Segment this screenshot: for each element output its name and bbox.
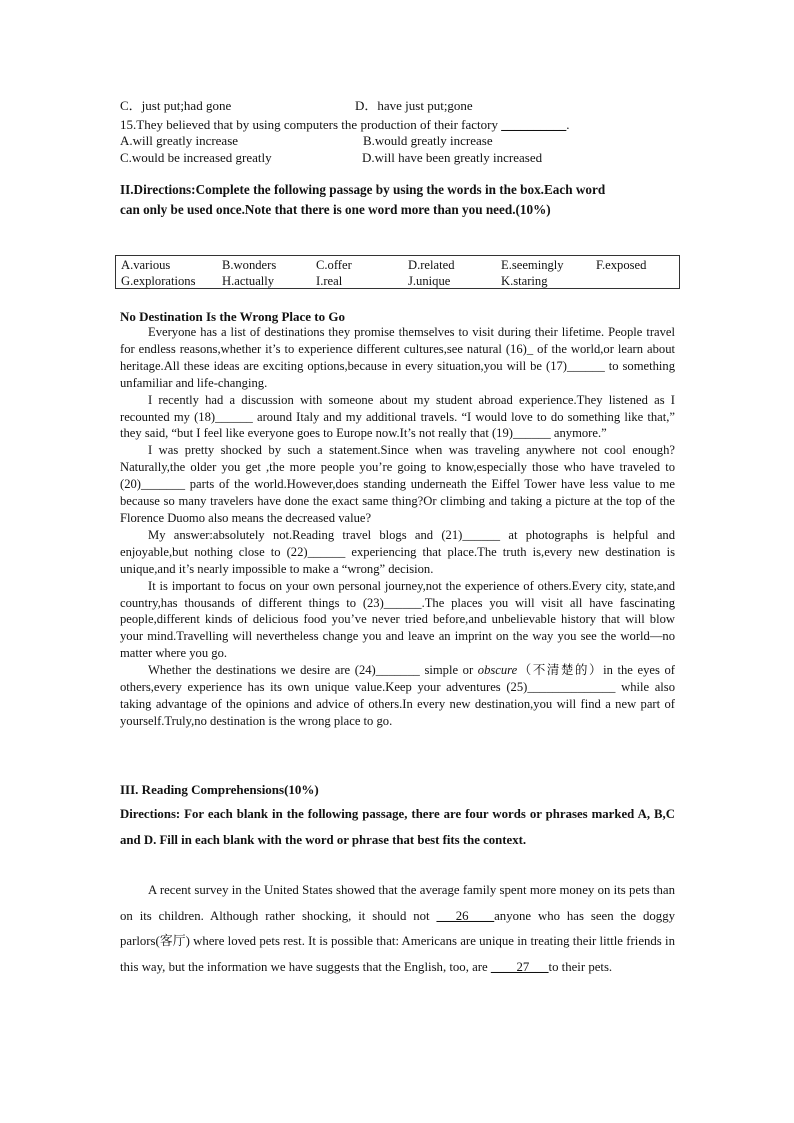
passage-paragraph-2: I recently had a discussion with someone about my student abroad experience.They listened as I recounted my (18)______ around Italy and my additional travels. “I would love to do something like that,” they said, “but I feel like everyone goes to Europe now.It’s not really that (19)______ anymore.” [120, 392, 675, 441]
p6-after: （不清楚的）in the eyes of others,every experience has its own unique value.Keep your adventures (25)______________ while also taking advantage of the opinions and advice of others.In every new destination,you will find a new part of yourself.Truly,no destination is the wrong place to go. [120, 663, 675, 728]
word-box-item: E.seemingly [501, 258, 564, 272]
word-box-item: I.real [316, 274, 343, 288]
word-box-item: F.exposed [596, 258, 647, 272]
q15-option-c: C.would be increased greatly [120, 150, 272, 165]
passage-body [120, 324, 675, 730]
section3-directions-text: Directions: For each blank in the following passage, there are four words or phrases marked A, B,C and D. Fill in each blank with the word or phrase that best fits the context. [120, 807, 675, 847]
q15-end: . [566, 117, 570, 132]
q15-stem [120, 116, 569, 133]
q14-option-d: D．have just put;gone [355, 98, 473, 113]
section3-directions [120, 802, 675, 853]
q15-stem-text: 15.They believed that by using computers the production of their factory [120, 117, 498, 132]
section3-heading: III. Reading Comprehensions(10%) [120, 782, 319, 797]
s3p1-b: anyone who has seen the doggy parlors(客厅) where loved pets rest. It is possible that: Americans are unique in treating their little friends in this way, but the information we have suggests that the English, too, are [120, 908, 675, 974]
passage-title: No Destination Is the Wrong Place to Go [120, 309, 345, 324]
section2-heading-line2: can only be used once.Note that there is one word more than you need.(10%) [120, 202, 551, 217]
section3-paragraph-1 [120, 878, 675, 980]
passage-paragraph-4: My answer:absolutely not.Reading travel blogs and (21)______ at photographs is helpful and enjoyable,but nothing close to (22)______ experiencing that place.The truth is,every new destination is unique,and it’s nearly impossible to make a “wrong” decision. [120, 527, 675, 576]
word-box-item: B.wonders [222, 258, 277, 272]
q15-option-d: D.will have been greatly increased [362, 150, 543, 165]
s3p1-c: to their pets. [548, 959, 613, 974]
passage-paragraph-6 [120, 662, 675, 730]
p6-italic-word: obscure [477, 663, 518, 678]
section3-passage [120, 878, 675, 980]
word-box-item: D.related [408, 258, 455, 272]
word-box-item: K.staring [501, 274, 548, 288]
word-box-item: C.offer [316, 258, 352, 272]
q15-option-b: B.would greatly increase [363, 133, 493, 148]
passage-paragraph-1: Everyone has a list of destinations they promise themselves to visit during their lifetime. People travel for endless reasons,whether it’s to experience different cultures,see natural (16)_ of the world,or learn about heritage.All these ideas are exciting options,because in every situation,you will be (17)______ to something unfamiliar and life-changing. [120, 325, 675, 390]
word-box-item: J.unique [408, 274, 451, 288]
passage-paragraph-5: It is important to focus on your own personal journey,not the experience of others.Every city, state,and country,has thousands of different things to (23)______.The places you will visit all have fascinating people,different kinds of delicious food you’ve never tried before,and unbelievable history that will blow your mind.Travelling will nevertheless change you and leave an imprint on the way you see the world—no matter where you go. [120, 578, 675, 661]
blank-27: ____27___ [490, 959, 549, 974]
word-box-item: H.actually [222, 274, 275, 288]
section2-heading-line1: II.Directions:Complete the following passage by using the words in the box.Each word [120, 182, 606, 197]
p6-before: Whether the destinations we desire are (24)_______ simple or [148, 663, 474, 678]
q15-option-a: A.will greatly increase [120, 133, 239, 148]
word-box-item: G.explorations [121, 274, 196, 288]
s3p1-a: A recent survey in the United States showed that the average family spent more money on its pets than on its children. Although rather shocking, it should not [120, 883, 675, 923]
q15-blank: __________ [501, 117, 567, 132]
blank-26: ___26____ [436, 908, 495, 923]
word-box [115, 255, 680, 289]
word-box-item: A.various [121, 258, 171, 272]
passage-paragraph-3: I was pretty shocked by such a statement.Since when was traveling anywhere not cool enough?Naturally,the older you get ,the more people you’re going to know,especially those who have traveled to (20)_______ parts of the world.However,does standing underneath the Eiffel Tower have less value to me because so many travelers have done the exact same thing?Or climbing and taking a picture at the top of the Florence Duomo also means the decreased value? [120, 443, 675, 525]
q14-option-c: C．just put;had gone [120, 98, 232, 113]
